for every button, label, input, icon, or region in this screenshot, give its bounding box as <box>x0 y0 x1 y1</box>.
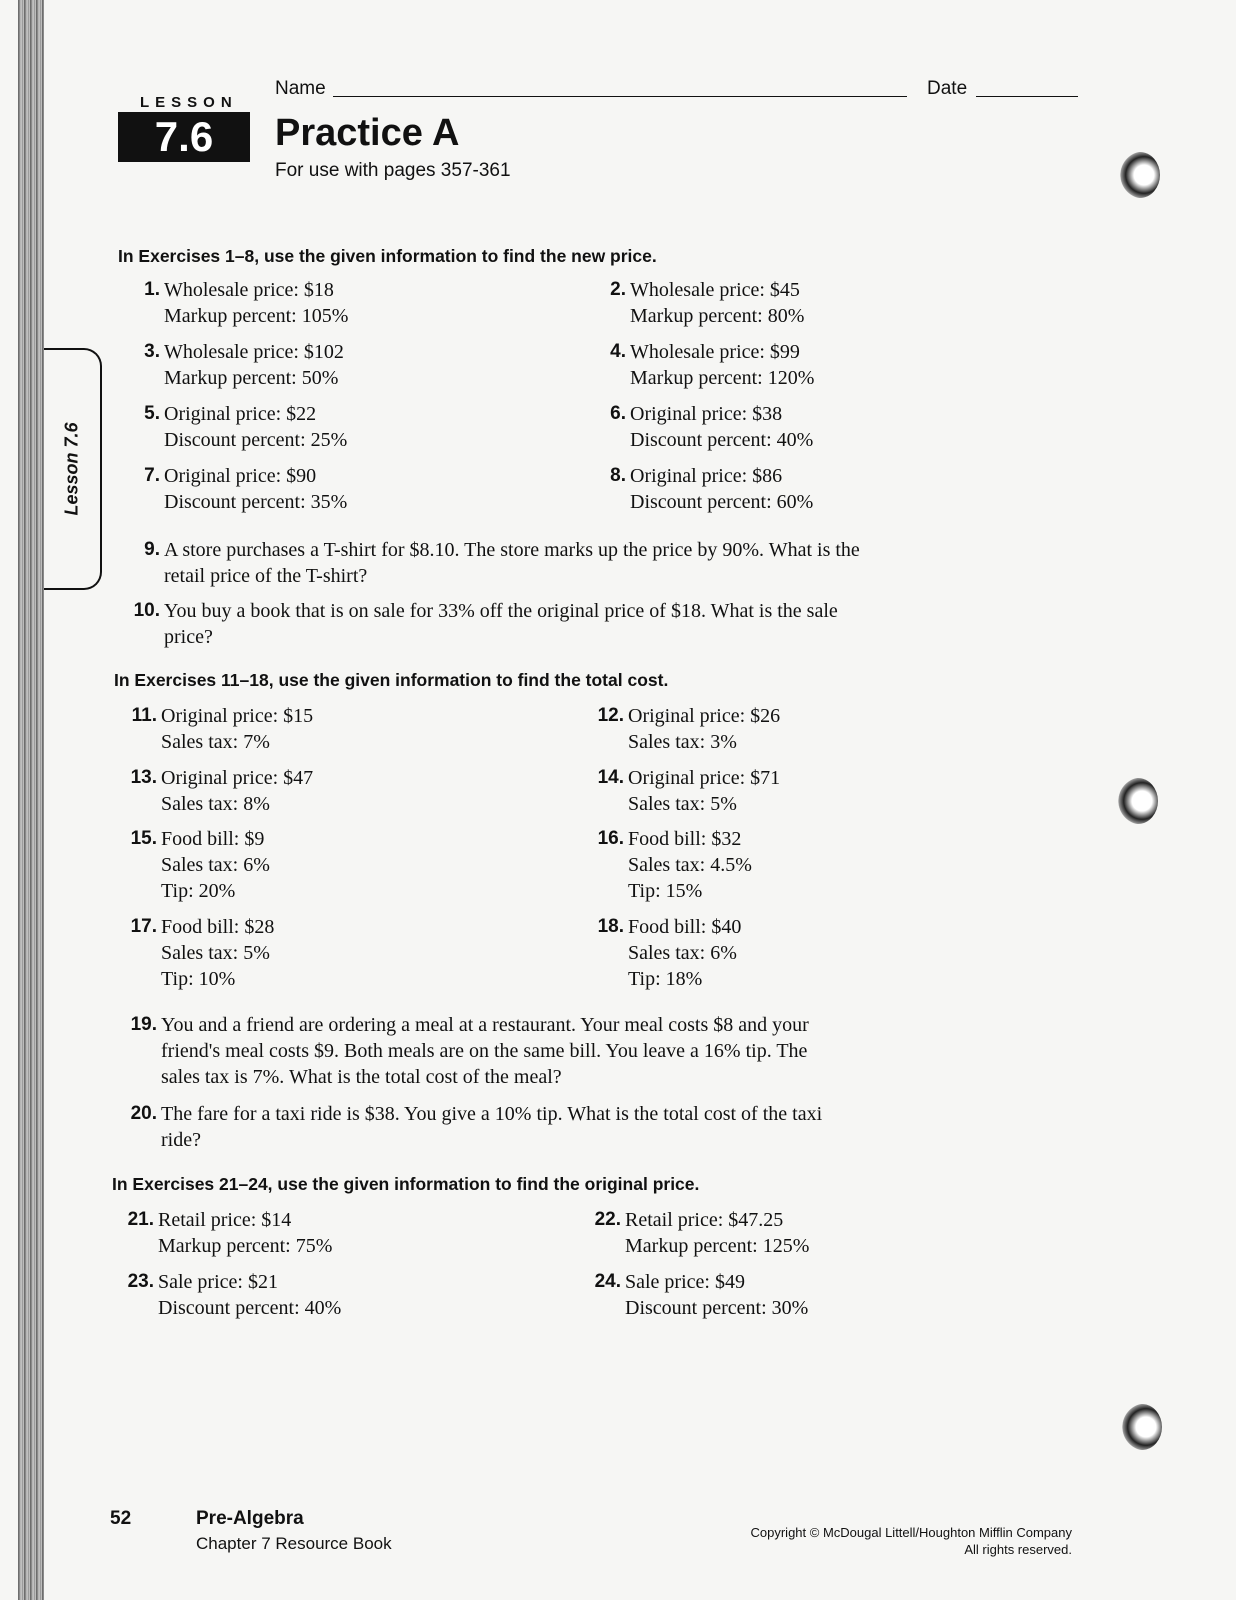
section-instruction: In Exercises 11–18, use the given information to find the total cost. <box>114 670 669 690</box>
exercise: 14. Original price: $71 Sales tax: 5% <box>597 767 781 815</box>
name-label: Name <box>275 78 326 99</box>
exercise: 17. Food bill: $28 Sales tax: 5% Tip: 10% <box>130 916 275 990</box>
exercise: 18. Food bill: $40 Sales tax: 6% Tip: 18% <box>597 916 742 990</box>
word-problem: 10. You buy a book that is on sale for 33% off the original price of $18. What is the sale price? <box>133 600 838 648</box>
punch-hole <box>1118 778 1158 824</box>
exercise: 22. Retail price: $47.25 Markup percent: 125% <box>594 1209 810 1257</box>
exercise: 6. Original price: $38 Discount percent: 40% <box>610 403 814 451</box>
name-field[interactable] <box>333 96 907 97</box>
binding-edge <box>18 0 44 1600</box>
section-instruction: In Exercises 21–24, use the given information to find the original price. <box>112 1174 700 1194</box>
date-field[interactable] <box>976 96 1078 97</box>
section-instruction: In Exercises 1–8, use the given information to find the new price. <box>118 246 657 266</box>
exercise: 16. Food bill: $32 Sales tax: 4.5% Tip: 15% <box>597 828 752 902</box>
exercise: 4. Wholesale price: $99 Markup percent: 120% <box>610 341 815 389</box>
side-tab <box>44 348 102 590</box>
rights-line: All rights reserved. <box>964 1542 1072 1557</box>
exercise: 21. Retail price: $14 Markup percent: 75% <box>127 1209 333 1257</box>
exercise: 1. Wholesale price: $18 Markup percent: 105% <box>144 279 349 327</box>
exercise: 23. Sale price: $21 Discount percent: 40% <box>127 1271 342 1319</box>
lesson-number: 7.6 <box>118 112 250 162</box>
exercise: 5. Original price: $22 Discount percent: 25% <box>144 403 348 451</box>
word-problem: 19. You and a friend are ordering a meal at a restaurant. Your meal costs $8 and your friend's meal costs $9. Both meals are on the same bill. You leave a 16% tip. The sales tax is 7%. What is the total cost of the meal? <box>130 1014 809 1088</box>
lesson-label: LESSON <box>140 94 238 111</box>
exercise: 3. Wholesale price: $102 Markup percent: 50% <box>144 341 344 389</box>
punch-hole <box>1122 1404 1162 1450</box>
exercise: 2. Wholesale price: $45 Markup percent: 80% <box>610 279 805 327</box>
exercise: 7. Original price: $90 Discount percent: 35% <box>144 465 348 513</box>
chapter-label: Chapter 7 Resource Book <box>196 1534 392 1553</box>
exercise: 13. Original price: $47 Sales tax: 8% <box>130 767 314 815</box>
copyright <box>751 1524 1073 1558</box>
exercise: 8. Original price: $86 Discount percent: 60% <box>610 465 814 513</box>
exercise: 15. Food bill: $9 Sales tax: 6% Tip: 20% <box>130 828 270 902</box>
date-label: Date <box>927 78 968 99</box>
copyright-line: Copyright © McDougal Littell/Houghton Mifflin Company <box>750 1525 1072 1540</box>
word-problem: 20. The fare for a taxi ride is $38. You give a 10% tip. What is the total cost of the taxi ride? <box>130 1103 823 1151</box>
exercise: 11. Original price: $15 Sales tax: 7% <box>131 705 314 753</box>
punch-hole <box>1120 152 1160 198</box>
page-number: 52 <box>110 1508 132 1529</box>
page-subtitle: For use with pages 357-361 <box>275 160 511 181</box>
exercise: 24. Sale price: $49 Discount percent: 30% <box>594 1271 809 1319</box>
exercise: 12. Original price: $26 Sales tax: 3% <box>597 705 781 753</box>
side-tab-label: Lesson 7.6 <box>61 422 82 516</box>
word-problem: 9. A store purchases a T-shirt for $8.10. The store marks up the price by 90%. What is the retail price of the T-shirt? <box>144 539 860 587</box>
book-title: Pre-Algebra <box>196 1508 304 1529</box>
page-title: Practice A <box>275 112 460 154</box>
